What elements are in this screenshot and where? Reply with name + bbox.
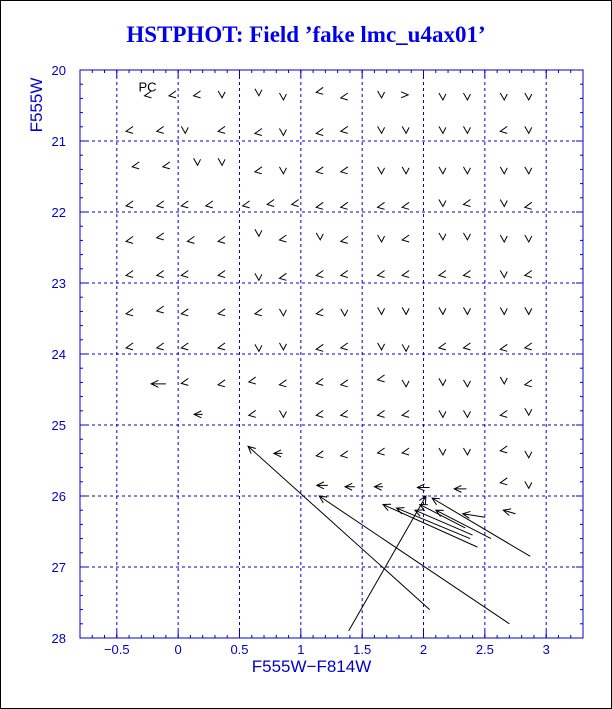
chevron-marker xyxy=(378,167,385,174)
chevron-marker xyxy=(525,408,532,415)
chevron-marker xyxy=(378,307,385,314)
chevron-marker xyxy=(218,309,225,316)
chevron-marker xyxy=(402,448,409,455)
chevron-marker xyxy=(378,235,385,242)
chevron-marker xyxy=(500,344,507,351)
chevron-marker xyxy=(316,410,323,417)
y-axis-title: F555W xyxy=(27,77,46,133)
arrow-mark xyxy=(151,380,166,387)
chevron-marker xyxy=(463,93,470,100)
y-tick-label: 27 xyxy=(51,560,66,575)
chevron-marker xyxy=(463,233,470,240)
x-tick-label: 1.5 xyxy=(353,642,372,657)
chevron-marker xyxy=(439,199,446,206)
chevron-marker xyxy=(500,270,507,277)
arrow-mark xyxy=(432,498,530,556)
x-tick-label: 2 xyxy=(419,642,428,657)
chevron-marker xyxy=(206,201,213,208)
chevron-marker xyxy=(378,375,385,382)
chevron-marker xyxy=(279,167,286,174)
chevron-marker xyxy=(402,380,409,387)
chevron-marker xyxy=(439,307,446,314)
chevron-marker xyxy=(341,270,348,277)
chevron-marker xyxy=(316,233,323,240)
y-tick-label: 26 xyxy=(51,489,66,504)
chevron-marker xyxy=(378,448,385,455)
chevron-marker xyxy=(255,273,262,280)
y-tick-label: 23 xyxy=(51,276,66,291)
chevron-marker xyxy=(132,162,139,169)
chevron-marker xyxy=(439,410,446,417)
chevron-marker xyxy=(378,270,385,277)
chevron-marker xyxy=(126,270,133,277)
x-tick-label: 0 xyxy=(174,642,182,657)
chevron-marker xyxy=(439,167,446,174)
chevron-marker xyxy=(316,167,323,174)
chevron-marker xyxy=(500,377,507,384)
arrow-mark xyxy=(383,504,477,547)
y-tick-label: 24 xyxy=(51,347,66,362)
chevron-marker xyxy=(218,380,225,387)
chevron-marker xyxy=(439,270,446,277)
chevron-marker xyxy=(401,92,408,98)
arrow-mark xyxy=(454,485,466,492)
y-tick-label: 22 xyxy=(51,205,66,220)
chevron-marker xyxy=(126,126,133,133)
chevron-marker xyxy=(402,126,409,133)
chevron-marker xyxy=(402,270,409,277)
x-tick-label: 3 xyxy=(542,642,550,657)
chevron-marker xyxy=(341,93,348,100)
chevron-marker xyxy=(157,343,164,350)
chevron-marker xyxy=(463,380,470,387)
chevron-marker xyxy=(525,451,532,458)
chevron-marker xyxy=(279,380,286,387)
chevron-marker xyxy=(126,201,133,208)
chevron-marker xyxy=(218,343,225,350)
chevron-marker xyxy=(500,478,507,485)
arrow-mark xyxy=(463,511,485,518)
chevron-marker xyxy=(463,167,470,174)
chevron-marker xyxy=(525,380,532,387)
chevron-marker xyxy=(181,270,188,277)
chevron-marker xyxy=(341,410,348,417)
chevron-marker xyxy=(279,309,286,316)
chevron-marker xyxy=(525,307,532,314)
chevron-marker xyxy=(218,236,225,243)
chevron-marker xyxy=(500,126,507,133)
chevron-marker xyxy=(267,199,274,206)
chevron-marker xyxy=(525,343,532,350)
chevron-marker xyxy=(316,344,323,351)
chevron-marker xyxy=(181,201,188,208)
arrow-mark xyxy=(349,496,426,631)
y-tick-label: 20 xyxy=(51,63,66,78)
arrow-mark xyxy=(503,509,515,516)
chevron-marker xyxy=(218,270,225,277)
arrow-mark xyxy=(274,450,283,457)
chevron-marker xyxy=(341,343,348,350)
chevron-marker xyxy=(157,233,164,240)
chevron-marker xyxy=(341,126,348,133)
chevron-marker xyxy=(316,202,323,209)
chevron-marker xyxy=(194,158,201,165)
chevron-marker xyxy=(525,167,532,174)
chevron-marker xyxy=(218,158,225,165)
chevron-marker xyxy=(378,126,385,133)
chevron-marker xyxy=(439,93,446,100)
chevron-marker xyxy=(316,451,323,458)
chevron-marker xyxy=(500,93,507,100)
chevron-marker xyxy=(341,167,348,174)
chevron-marker xyxy=(316,87,323,94)
tick-layer xyxy=(52,63,583,657)
chevron-marker xyxy=(341,202,348,209)
chevron-marker xyxy=(292,199,299,206)
arrow-layer xyxy=(151,380,530,631)
chevron-marker xyxy=(525,93,532,100)
chevron-marker xyxy=(255,229,262,236)
y-tick-label: 21 xyxy=(51,134,66,149)
chevron-marker xyxy=(181,126,188,133)
chevron-marker xyxy=(463,199,470,206)
arrow-mark xyxy=(374,483,383,490)
x-tick-label: 2.5 xyxy=(475,642,494,657)
arrow-mark xyxy=(317,482,328,489)
chevron-marker xyxy=(157,126,164,133)
chevron-marker xyxy=(255,344,262,351)
chevron-marker xyxy=(279,343,286,350)
chevron-marker xyxy=(157,270,164,277)
chevron-marker xyxy=(500,446,507,453)
chevron-marker xyxy=(341,309,348,316)
y-tick-label: 28 xyxy=(51,631,66,646)
chevron-marker xyxy=(126,309,133,316)
chevron-marker xyxy=(126,343,133,350)
chevron-marker xyxy=(316,270,323,277)
chevron-marker xyxy=(255,128,262,135)
arrow-mark xyxy=(248,446,430,609)
chevron-marker xyxy=(194,91,201,98)
chevron-marker xyxy=(500,235,507,242)
chevron-marker xyxy=(181,378,188,385)
chevron-marker xyxy=(157,201,164,208)
chevron-marker xyxy=(243,201,250,208)
chevron-marker xyxy=(525,202,532,209)
chevron-marker xyxy=(402,410,409,417)
chevron-marker xyxy=(279,128,286,135)
chevron-marker xyxy=(218,126,225,133)
x-tick-label: −0.5 xyxy=(103,642,130,657)
chevron-marker xyxy=(439,126,446,133)
chevron-marker xyxy=(341,236,348,243)
chevron-marker xyxy=(402,167,409,174)
chevron-marker xyxy=(463,410,470,417)
chevron-marker xyxy=(439,233,446,240)
x-tick-label: 0.5 xyxy=(230,642,249,657)
chevron-marker xyxy=(181,309,188,316)
chevron-marker xyxy=(439,343,446,350)
chevron-marker xyxy=(249,377,256,384)
chevron-marker xyxy=(378,410,385,417)
chevron-marker xyxy=(279,235,286,242)
arrow-mark xyxy=(417,484,429,491)
chevron-marker xyxy=(500,307,507,314)
grid-layer xyxy=(80,70,583,638)
chevron-marker xyxy=(341,380,348,387)
chevron-marker xyxy=(525,270,532,277)
chart-title: HSTPHOT: Field ’fake lmc_u4ax01’ xyxy=(126,22,486,47)
chevron-marker xyxy=(341,451,348,458)
arrow-mark xyxy=(194,411,203,418)
chevron-marker xyxy=(525,235,532,242)
panel-label: PC xyxy=(138,79,157,95)
chevron-marker xyxy=(525,126,532,133)
chevron-marker xyxy=(463,343,470,350)
chevron-marker xyxy=(500,410,507,417)
chevron-marker xyxy=(378,202,385,209)
chevron-marker xyxy=(463,307,470,314)
chevron-marker xyxy=(169,91,176,98)
chevron-marker xyxy=(525,481,532,488)
x-tick-label: 1 xyxy=(297,642,305,657)
chevron-marker xyxy=(439,448,446,455)
chevron-marker xyxy=(463,126,470,133)
chevron-marker xyxy=(402,307,409,314)
arrow-mark xyxy=(345,483,355,490)
chevron-marker xyxy=(255,167,262,174)
chevron-marker xyxy=(402,235,409,242)
x-axis-title: F555W−F814W xyxy=(251,657,372,676)
arrow-mark xyxy=(397,508,471,539)
chevron-marker xyxy=(500,199,507,206)
chevron-marker xyxy=(279,410,286,417)
chevron-marker xyxy=(378,343,385,350)
chevron-marker xyxy=(255,89,262,96)
chevron-marker xyxy=(500,167,507,174)
chevron-marker xyxy=(255,309,262,316)
chevron-marker xyxy=(316,378,323,385)
chevron-marker xyxy=(463,448,470,455)
chevron-marker xyxy=(279,93,286,100)
chevron-marker xyxy=(316,309,323,316)
chevron-marker xyxy=(402,202,409,209)
chevron-marker xyxy=(378,91,385,98)
chevron-marker xyxy=(249,410,256,417)
chevron-marker xyxy=(163,162,170,169)
chevron-marker xyxy=(126,236,133,243)
marker-layer xyxy=(126,87,532,488)
chevron-marker xyxy=(157,306,164,313)
chevron-marker xyxy=(402,344,409,351)
chevron-marker xyxy=(187,236,194,243)
chevron-marker xyxy=(181,343,188,350)
chevron-marker xyxy=(279,273,286,280)
chevron-marker xyxy=(439,378,446,385)
chevron-marker xyxy=(316,128,323,135)
chevron-marker xyxy=(463,270,470,277)
chevron-marker xyxy=(218,91,225,98)
y-tick-label: 25 xyxy=(51,418,66,433)
